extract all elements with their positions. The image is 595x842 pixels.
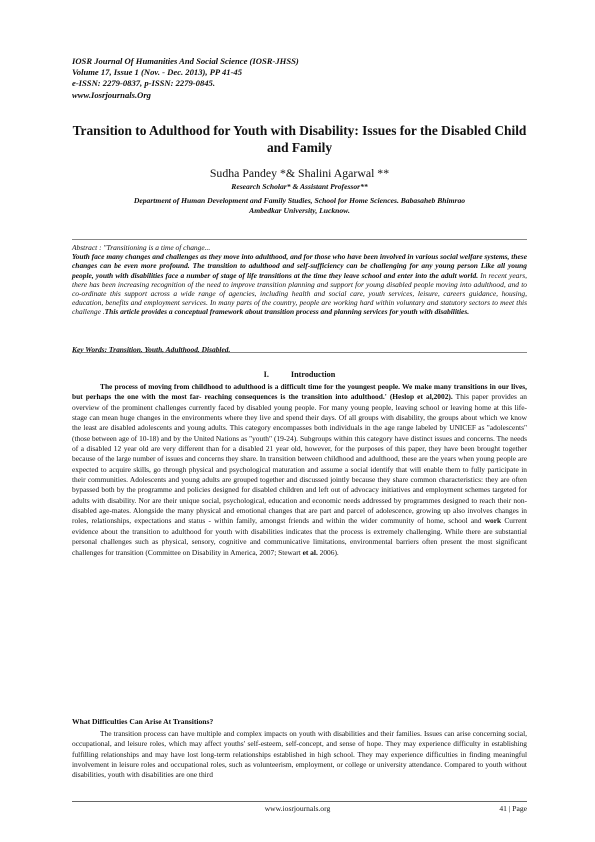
abstract-conclusion: This article provides a conceptual framework about transition process and planning services for youth with disabilities. bbox=[104, 307, 470, 317]
intro-text-3: 2006). bbox=[317, 547, 339, 557]
abstract-body bbox=[72, 252, 527, 316]
abstract-plain-text: In recent years, there has been increasing recognition of the need to improve transition planning and support for young disabled people moving into adulthood, and to co-ordinate this support across a wide range of agencies, including health and social care, youth services, leisure, careers guidance, housing, education, benefits and employment services. In many parts of the country, people are working hard within voluntary and statutory sectors to meet this challenge . bbox=[72, 270, 527, 317]
introduction-body bbox=[72, 382, 527, 558]
keywords: Key Words: Transition, Youth, Adulthood, Disabled. bbox=[72, 345, 231, 354]
footer-rule bbox=[72, 801, 527, 802]
intro-text-2: Current evidence about the transition to adulthood for youth with disabilities indicates that the process is extremely challenging. While there are substantial personal challenges such as physical, sensory, cognitive and communicative limitations, environmental barriers often present the most significant challenges for transition (Committee on Disability in America, 2007; Stewart bbox=[72, 516, 527, 557]
footer-url[interactable]: www.iosrjournals.org bbox=[264, 804, 331, 813]
paper-authors: Sudha Pandey *& Shalini Agarwal ** bbox=[209, 166, 390, 180]
journal-header bbox=[72, 56, 532, 101]
intro-work-word: work bbox=[484, 516, 502, 526]
abstract-top-rule bbox=[72, 239, 527, 240]
journal-volume: Volume 17, Issue 1 (Nov. - Dec. 2013), PP 41-45 bbox=[72, 67, 243, 78]
abstract bbox=[72, 243, 527, 317]
abstract-lead: Abstract : "Transitioning is a time of change... bbox=[72, 243, 211, 252]
difficulties-body bbox=[72, 729, 527, 781]
journal-issn: e-ISSN: 2279-0837, p-ISSN: 2279-0845. bbox=[72, 78, 215, 89]
difficulties-paragraph: The transition process can have multiple and complex impacts on youth with disabilities and their families. Issues can arise concerning social, occupational, and leisure roles, which may affect youths' self-esteem, self-concept, and sense of hope. They may experience difficulty in establishing fulfilling relationships and may have lost long-term relationships established in high school. They may experience difficulties in finding meaningful involvement in leisure roles and occupational roles, such as volunteerism, employment, or college or university attendance. Compared to youth without disabilities, youth with disabilities are one third bbox=[72, 729, 527, 780]
author-affiliation bbox=[72, 196, 527, 216]
affiliation-line-1: Department of Human Development and Family Studies, School for Home Sciences. Babasaheb Bhimrao bbox=[133, 196, 466, 205]
abstract-bottom-rule bbox=[72, 352, 527, 353]
page-number: 41 | Page bbox=[499, 804, 527, 813]
journal-website[interactable]: www.Iosrjournals.Org bbox=[72, 89, 151, 100]
intro-text-1: This paper provides an overview of the prominent challenges currently faced by disabled young people. For many young people, leaving school or leaving home at this life-stage can mean huge changes in the environments where they live and spend their days. Of all groups with disability, the groups about which we know the least are disabled adolescents and young adults. This category encompasses both individuals in the age range labeled by UNICEF as "adolescents" (those between age of 10-18) and by the United Nations as "youth" (19-24). Subgroups within this category have distinct issues and concerns. The needs of a disabled 12 year old are very different than for a disabled 21 year old, however, for the purposes of this paper, they have been brought together because of the large number of issues and concerns they share. In transition between childhood and adulthood, these are the years when young people are expected to acquire skills, go through physical and psychological maturation and assume a social identify that will enable them to fully participate in their communities. Adolescents and young adults are grouped together and discussed jointly because they share common characteristics: they are often bypassed both by the programme and policies designed for disabled children and left out of advocacy initiatives and employment schemes targeted for adults with disability. Nor are their unique social, psychological, education and economic needs addressed by programmes designed to reach their non-disabled age-mates. Alongside the many physical and emotional changes that are part and parcel of adolescence, growing up also involves changes in roles, relationships, expectations and status - within family, amongst friends and within the wider community of home, school and bbox=[72, 392, 527, 526]
paper-title: Transition to Adulthood for Youth with Disability: Issues for the Disabled Child and Family bbox=[72, 123, 527, 155]
author-roles: Research Scholar* & Assistant Professor** bbox=[231, 182, 368, 191]
section-number: I. bbox=[263, 370, 269, 379]
section-title: Introduction bbox=[290, 370, 336, 379]
intro-et-al: et al. bbox=[302, 547, 318, 557]
abstract-bold-text: Youth face many changes and challenges as they move into adulthood, and for those who have been involved in various social welfare systems, these changes can be even more profound. The transition to adulthood and self-sufficiency can be challenging for any young person Like all young people, youth with disabilities face a number of stage of life transitions at the time they leave school and enter into the adult world. bbox=[72, 252, 527, 280]
subsection-heading: What Difficulties Can Arise At Transitions? bbox=[72, 717, 214, 726]
intro-bold-opening: The process of moving from childhood to adulthood is a difficult time for the youngest people. We make many transitions in our lives, but perhaps the one with the most far- reaching consequences is the transition into adulthood.' (Heslop et al,2002). bbox=[72, 382, 527, 402]
affiliation-line-2: Ambedkar University, Lucknow. bbox=[249, 206, 350, 215]
introduction-paragraph bbox=[72, 382, 527, 558]
section-heading bbox=[72, 370, 527, 380]
journal-name: IOSR Journal Of Humanities And Social Science (IOSR-JHSS) bbox=[72, 56, 299, 66]
